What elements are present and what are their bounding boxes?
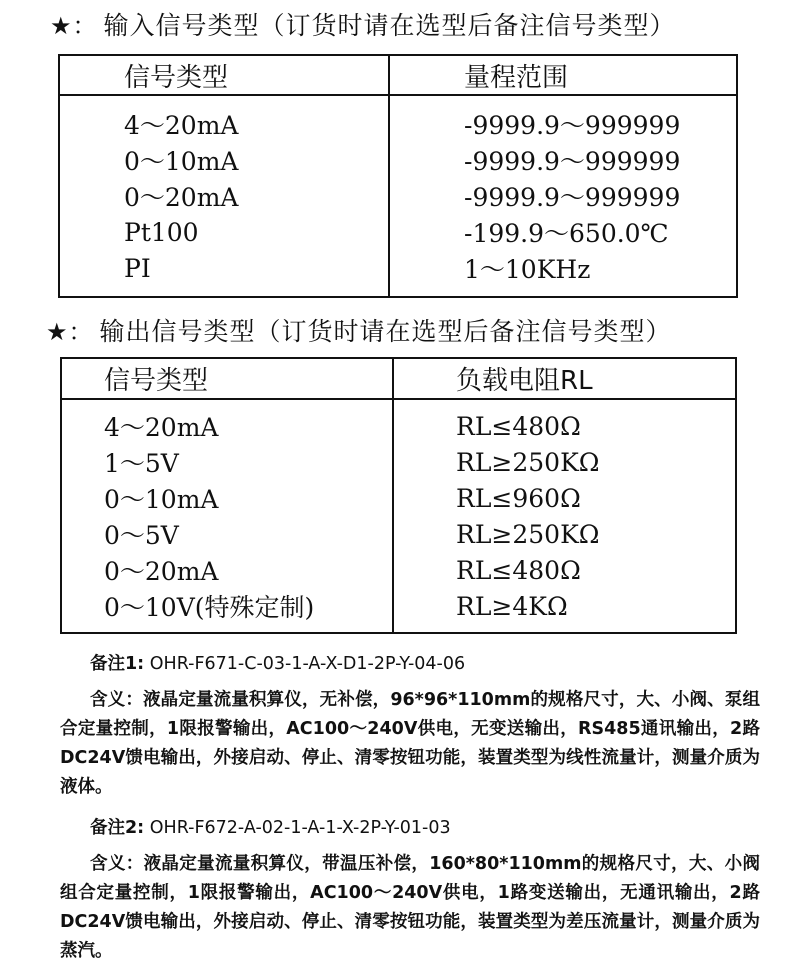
note-2-meaning: 含义：液晶定量流量积算仪，带温压补偿，160*80*110mm的规格尺寸，大、小阀组合定量控制，1限报警输出，AC100～240V供电，1路变送输出，无通讯输出，2路DC24V馈电输出，外接启动、停止、清零按钮功能，装置类型为差压流量计，测量介质为蒸汽。 [60,854,760,961]
table-row [59,178,737,214]
note-2-model: OHR-F672-A-02-1-A-1-X-2P-Y-01-03 [149,818,451,838]
signal-cell: 0～5V [61,516,393,552]
table-row [59,214,737,250]
load-cell: RL≤480Ω [393,399,736,444]
range-cell: -199.9～650.0℃ [389,214,737,250]
note-2-label: 备注2: [90,818,145,838]
output-signal-table [60,357,737,634]
table-row [61,444,736,480]
signal-cell: 0～20mA [61,552,393,588]
signal-cell: 1～5V [61,444,393,480]
col-range: 量程范围 [389,55,737,95]
load-cell: RL≥250KΩ [393,444,736,480]
signal-cell: Pt100 [59,214,389,250]
load-cell: RL≥4KΩ [393,588,736,633]
output-section-heading: ★： 输出信号类型（订货时请在选型后备注信号类型） [46,317,672,346]
table-row [61,588,736,633]
note-1-meaning: 含义：液晶定量流量积算仪，无补偿，96*96*110mm的规格尺寸，大、小阀、泵组合定量控制，1限报警输出，AC100～240V供电，无变送输出，RS485通讯输出，2路DC24V馈电输出，外接启动、停止、清零按钮功能，装置类型为线性流量计，测量介质为液体。 [60,690,760,797]
col-load-resistance: 负载电阻RL [393,358,736,399]
table-header-row [61,358,736,399]
table-row [61,516,736,552]
note-1-label: 备注1: [90,654,145,674]
signal-cell: 0～10V(特殊定制) [61,588,393,633]
signal-cell: 4～20mA [61,399,393,444]
note-1-code [90,650,760,679]
signal-cell: 0～10mA [61,480,393,516]
load-cell: RL≤480Ω [393,552,736,588]
signal-cell: 4～20mA [59,95,389,142]
table-row [59,142,737,178]
range-cell: 1～10KHz [389,250,737,297]
table-header-row [59,55,737,95]
input-signal-table [58,54,738,298]
table-row [61,480,736,516]
table-row [59,250,737,297]
table-row [61,399,736,444]
note-2-code [90,814,760,843]
order-notes [60,650,760,978]
col-signal-type: 信号类型 [61,358,393,399]
star-icon: ★： [46,318,94,346]
load-cell: RL≥250KΩ [393,516,736,552]
range-cell: -9999.9～999999 [389,178,737,214]
signal-cell: 0～20mA [59,178,389,214]
range-cell: -9999.9～999999 [389,95,737,142]
note-1-model: OHR-F671-C-03-1-A-X-D1-2P-Y-04-06 [149,654,466,674]
range-cell: -9999.9～999999 [389,142,737,178]
signal-cell: PI [59,250,389,297]
signal-cell: 0～10mA [59,142,389,178]
table-row [61,552,736,588]
col-signal-type: 信号类型 [59,55,389,95]
load-cell: RL≤960Ω [393,480,736,516]
table-row [59,95,737,142]
star-icon: ★： [50,12,98,40]
input-section-heading: ★： 输入信号类型（订货时请在选型后备注信号类型） [50,11,676,40]
